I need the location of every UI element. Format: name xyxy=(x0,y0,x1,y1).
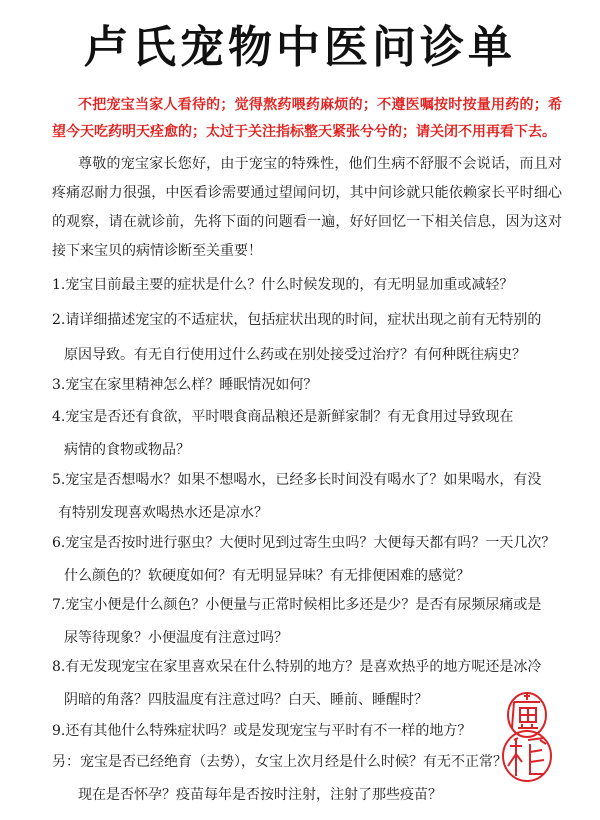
question-7 xyxy=(52,590,572,653)
question-text: 9.还有其他什么特殊症状吗？或是发现宠宝与平时有不一样的地方？ xyxy=(52,723,472,739)
question-text: 3.宠宝在家里精神怎么样？睡眠情况如何？ xyxy=(52,377,318,393)
question-6 xyxy=(52,528,572,591)
question-9 xyxy=(52,716,572,746)
question-text-cont: 有特别发现喜欢喝热水还是凉水？ xyxy=(58,505,268,521)
question-text: 1.宠宝目前最主要的症状是什么？什么时候发现的，有无明显加重或减轻？ xyxy=(52,277,514,293)
note-text-cont: 现在是否怀孕？疫苗每年是否按时注射，注射了那些疫苗？ xyxy=(78,787,442,803)
page-title: 卢氏宠物中医问诊单 xyxy=(84,22,516,73)
question-text-cont: 尿等待现象？小便温度有注意过吗？ xyxy=(64,630,288,646)
red-seal-stamp-icon xyxy=(500,688,554,784)
question-text: 5.宠宝是否想喝水？如果不想喝水，已经多长时间没有喝水了？如果喝水，有没 xyxy=(52,472,542,488)
warning-notice: 不把宠宝当家人看待的；觉得熬药喂药麻烦的；不遵医嘱按时按量用药的；希望今天吃药明天痊愈的；太过于关注指标整天紧张兮兮的；请关闭不用再看下去。 xyxy=(52,97,562,140)
question-text: 2.请详细描述宠宝的不适症状，包括症状出现的时间，症状出现之前有无特别的 xyxy=(52,312,542,328)
question-1 xyxy=(52,270,572,300)
question-5 xyxy=(52,465,572,528)
note-text: 另：宠宝是否已经绝育（去势），女宝上次月经是什么时候？有无不正常？ xyxy=(52,754,507,770)
question-2 xyxy=(52,305,572,370)
question-8 xyxy=(52,652,572,715)
question-text-cont: 原因导致。有无自行使用过什么药或在别处接受过治疗？有何种既往病史？ xyxy=(64,347,526,363)
question-text: 4.宠宝是否还有食欲，平时喂食商品粮还是新鲜家制？有无食用过导致现在 xyxy=(52,409,514,425)
question-3 xyxy=(52,370,572,400)
question-text-cont: 什么颜色的？软硬度如何？有无明显异味？有无排便困难的感觉？ xyxy=(64,568,470,584)
question-text-cont: 病情的食物或物品？ xyxy=(64,442,190,458)
question-text: 7.宠宝小便是什么颜色？小便量与正常时候相比多还是少？是否有尿频尿痛或是 xyxy=(52,597,542,613)
intro-paragraph: 尊敬的宠宝家长您好，由于宠宝的特殊性，他们生病不舒服不会说话，而且对疼痛忍耐力很强，中医看诊需要通过望闻问切，其中问诊就只能依赖家长平时细心的观察，请在就诊前，先将下面的问题看一遍，好好回忆一下相关信息，因为这对接下来宝贝的病情诊断至关重要！ xyxy=(52,156,562,259)
question-text-cont: 阴暗的角落？四肢温度有注意过吗？白天、睡前、睡醒时？ xyxy=(64,692,428,708)
question-text: 6.宠宝是否按时进行驱虫？大便时见到过寄生虫吗？大便每天都有吗？一天几次？ xyxy=(52,535,556,551)
question-text: 8.有无发现宠宝在家里喜欢呆在什么特别的地方？是喜欢热乎的地方呢还是冰冷 xyxy=(52,659,542,675)
additional-note xyxy=(52,747,572,810)
question-4 xyxy=(52,402,572,465)
